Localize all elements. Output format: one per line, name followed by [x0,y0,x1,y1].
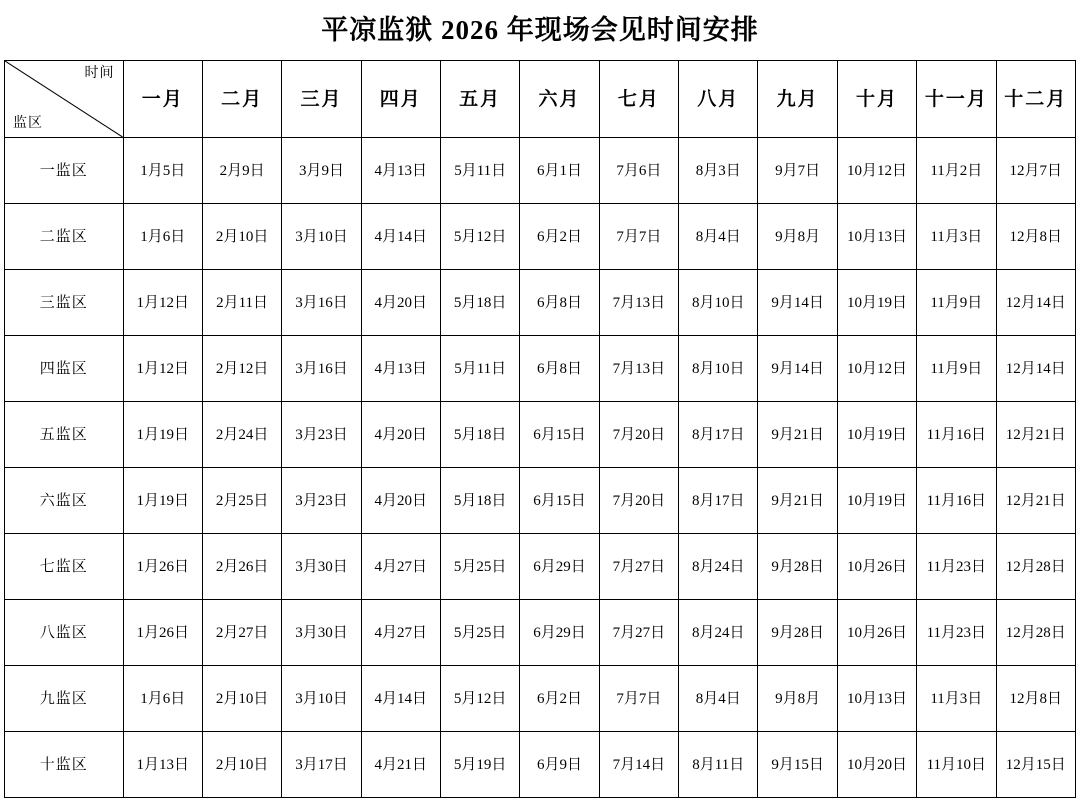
visit-date-cell: 9月28日 [758,534,837,600]
visit-date-cell: 11月23日 [917,534,996,600]
visit-date-cell: 1月13日 [123,732,202,798]
visit-date-cell: 8月10日 [679,336,758,402]
visit-date-cell: 5月25日 [440,534,519,600]
visit-date-cell: 11月23日 [917,600,996,666]
visit-date-cell: 4月20日 [361,468,440,534]
visit-date-cell: 11月9日 [917,270,996,336]
visit-date-cell: 8月24日 [679,534,758,600]
visit-date-cell: 11月9日 [917,336,996,402]
visit-date-cell: 3月23日 [282,402,361,468]
visit-date-cell: 4月13日 [361,336,440,402]
table-row [5,270,1076,336]
visit-date-cell: 12月15日 [996,732,1076,798]
column-header-month: 十一月 [917,61,996,138]
visit-date-cell: 11月3日 [917,204,996,270]
column-header-month: 五月 [440,61,519,138]
visit-date-cell: 4月13日 [361,138,440,204]
table-row [5,468,1076,534]
visit-date-cell: 1月19日 [123,468,202,534]
table-header-row [5,61,1076,138]
visit-date-cell: 2月10日 [202,732,281,798]
visit-date-cell: 2月26日 [202,534,281,600]
visit-date-cell: 9月7日 [758,138,837,204]
visit-date-cell: 3月30日 [282,534,361,600]
visit-date-cell: 1月6日 [123,204,202,270]
visit-date-cell: 4月27日 [361,600,440,666]
visit-date-cell: 12月14日 [996,336,1076,402]
visit-date-cell: 5月18日 [440,270,519,336]
row-header-area: 六监区 [5,468,124,534]
visit-date-cell: 7月20日 [599,402,678,468]
table-row [5,600,1076,666]
visit-date-cell: 5月18日 [440,468,519,534]
column-header-month: 二月 [202,61,281,138]
column-header-month: 六月 [520,61,599,138]
visit-date-cell: 7月13日 [599,270,678,336]
table-row [5,204,1076,270]
row-header-area: 一监区 [5,138,124,204]
visit-date-cell: 2月11日 [202,270,281,336]
visit-date-cell: 2月25日 [202,468,281,534]
visit-date-cell: 5月11日 [440,336,519,402]
visit-date-cell: 7月14日 [599,732,678,798]
visit-date-cell: 12月28日 [996,534,1076,600]
visit-date-cell: 9月21日 [758,468,837,534]
visit-date-cell: 12月21日 [996,468,1076,534]
visit-date-cell: 10月19日 [837,270,916,336]
visit-date-cell: 11月16日 [917,468,996,534]
visit-date-cell: 2月9日 [202,138,281,204]
row-header-area: 七监区 [5,534,124,600]
visit-date-cell: 7月27日 [599,534,678,600]
visit-date-cell: 4月14日 [361,666,440,732]
visit-date-cell: 8月10日 [679,270,758,336]
visit-date-cell: 11月10日 [917,732,996,798]
visit-date-cell: 5月12日 [440,666,519,732]
visit-date-cell: 7月13日 [599,336,678,402]
row-header-area: 九监区 [5,666,124,732]
visit-date-cell: 9月8月 [758,204,837,270]
visit-date-cell: 3月10日 [282,666,361,732]
visit-date-cell: 4月14日 [361,204,440,270]
visit-date-cell: 12月7日 [996,138,1076,204]
visit-date-cell: 7月7日 [599,204,678,270]
visit-date-cell: 12月28日 [996,600,1076,666]
column-header-month: 十二月 [996,61,1076,138]
corner-header-cell [5,61,124,138]
visit-date-cell: 8月4日 [679,204,758,270]
visit-date-cell: 9月15日 [758,732,837,798]
row-header-area: 十监区 [5,732,124,798]
table-row [5,336,1076,402]
row-header-area: 八监区 [5,600,124,666]
visit-date-cell: 10月20日 [837,732,916,798]
visit-date-cell: 10月13日 [837,666,916,732]
visit-date-cell: 6月29日 [520,534,599,600]
visit-date-cell: 11月2日 [917,138,996,204]
visit-date-cell: 10月13日 [837,204,916,270]
column-header-month: 七月 [599,61,678,138]
visit-date-cell: 7月20日 [599,468,678,534]
visit-date-cell: 7月6日 [599,138,678,204]
visit-date-cell: 1月6日 [123,666,202,732]
visit-date-cell: 8月24日 [679,600,758,666]
row-header-area: 四监区 [5,336,124,402]
visit-date-cell: 10月26日 [837,534,916,600]
corner-label-time: 时间 [84,66,115,82]
visit-date-cell: 3月17日 [282,732,361,798]
page-title: 平凉监狱 2026 年现场会见时间安排 [321,15,759,45]
visit-date-cell: 10月19日 [837,402,916,468]
visit-date-cell: 9月8月 [758,666,837,732]
visit-date-cell: 8月17日 [679,468,758,534]
table-row [5,732,1076,798]
visit-date-cell: 5月12日 [440,204,519,270]
visit-date-cell: 1月26日 [123,600,202,666]
visit-date-cell: 8月11日 [679,732,758,798]
table-row [5,402,1076,468]
visit-date-cell: 6月1日 [520,138,599,204]
column-header-month: 八月 [679,61,758,138]
visit-date-cell: 3月10日 [282,204,361,270]
visit-date-cell: 6月8日 [520,270,599,336]
visit-date-cell: 3月9日 [282,138,361,204]
visit-date-cell: 6月8日 [520,336,599,402]
visit-date-cell: 8月4日 [679,666,758,732]
visit-date-cell: 10月12日 [837,336,916,402]
row-header-area: 二监区 [5,204,124,270]
column-header-month: 九月 [758,61,837,138]
visit-date-cell: 5月11日 [440,138,519,204]
visit-date-cell: 4月27日 [361,534,440,600]
visit-date-cell: 6月9日 [520,732,599,798]
visit-date-cell: 1月12日 [123,270,202,336]
row-header-area: 三监区 [5,270,124,336]
table-row [5,666,1076,732]
visit-date-cell: 6月15日 [520,402,599,468]
visit-schedule-table [4,60,1076,798]
column-header-month: 一月 [123,61,202,138]
visit-date-cell: 7月7日 [599,666,678,732]
visit-date-cell: 9月21日 [758,402,837,468]
visit-date-cell: 2月12日 [202,336,281,402]
visit-date-cell: 8月17日 [679,402,758,468]
visit-date-cell: 11月16日 [917,402,996,468]
visit-date-cell: 2月27日 [202,600,281,666]
visit-date-cell: 1月26日 [123,534,202,600]
row-header-area: 五监区 [5,402,124,468]
visit-date-cell: 12月8日 [996,666,1076,732]
column-header-month: 三月 [282,61,361,138]
column-header-month: 四月 [361,61,440,138]
visit-date-cell: 10月12日 [837,138,916,204]
visit-date-cell: 11月3日 [917,666,996,732]
visit-date-cell: 3月23日 [282,468,361,534]
visit-date-cell: 1月5日 [123,138,202,204]
visit-date-cell: 5月25日 [440,600,519,666]
visit-date-cell: 2月10日 [202,666,281,732]
visit-date-cell: 9月28日 [758,600,837,666]
visit-date-cell: 12月8日 [996,204,1076,270]
visit-date-cell: 3月16日 [282,336,361,402]
visit-date-cell: 12月14日 [996,270,1076,336]
visit-date-cell: 3月16日 [282,270,361,336]
visit-date-cell: 9月14日 [758,336,837,402]
visit-date-cell: 6月29日 [520,600,599,666]
visit-date-cell: 1月12日 [123,336,202,402]
visit-date-cell: 2月10日 [202,204,281,270]
visit-date-cell: 9月14日 [758,270,837,336]
table-row [5,138,1076,204]
visit-date-cell: 6月15日 [520,468,599,534]
visit-date-cell: 10月19日 [837,468,916,534]
visit-date-cell: 12月21日 [996,402,1076,468]
visit-date-cell: 7月27日 [599,600,678,666]
visit-date-cell: 3月30日 [282,600,361,666]
visit-date-cell: 8月3日 [679,138,758,204]
table-row [5,534,1076,600]
visit-date-cell: 4月20日 [361,402,440,468]
visit-date-cell: 6月2日 [520,666,599,732]
visit-date-cell: 5月19日 [440,732,519,798]
visit-date-cell: 10月26日 [837,600,916,666]
column-header-month: 十月 [837,61,916,138]
visit-date-cell: 2月24日 [202,402,281,468]
corner-label-area: 监区 [13,115,43,131]
visit-date-cell: 4月20日 [361,270,440,336]
visit-date-cell: 4月21日 [361,732,440,798]
visit-date-cell: 6月2日 [520,204,599,270]
visit-date-cell: 5月18日 [440,402,519,468]
visit-date-cell: 1月19日 [123,402,202,468]
